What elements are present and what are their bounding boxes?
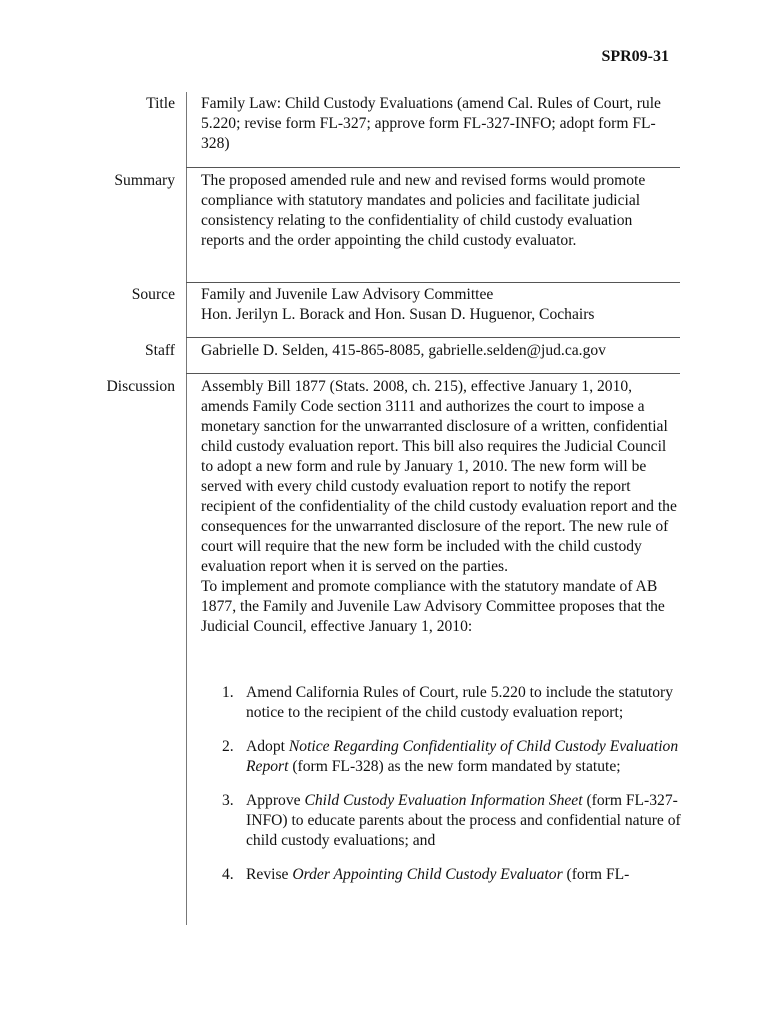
discussion-body — [201, 377, 679, 637]
list-item-number: 4. — [222, 866, 234, 883]
staff-text: Gabrielle D. Selden, 415-865-8085, gabrielle.selden@jud.ca.gov — [201, 342, 606, 359]
row-divider — [186, 282, 680, 283]
document-id: SPR09-31 — [601, 48, 669, 65]
title-text: Family Law: Child Custody Evaluations (amend Cal. Rules of Court, rule 5.220; revise form FL-327; approve form FL-327-INFO; adopt form FL-328) — [201, 95, 661, 152]
list-item-text: (form FL- — [562, 866, 630, 883]
list-item — [222, 683, 682, 723]
form-title: Notice Regarding Confidentiality of Child Custody Evaluation Report — [246, 738, 679, 775]
proposal-list — [222, 683, 682, 899]
list-item-text: Adopt — [246, 738, 289, 755]
list-item-number: 2. — [222, 738, 234, 755]
list-item — [222, 865, 682, 885]
discussion-paragraph: To implement and promote compliance with the statutory mandate of AB 1877, the Family and Juvenile Law Advisory Committee proposes that the Judicial Council, effective January 1, 2010: — [201, 578, 665, 635]
form-title: Child Custody Evaluation Information Sheet — [304, 792, 583, 809]
list-item-text: Amend California Rules of Court, rule 5.220 to include the statutory notice to the recipient of the child custody evaluation report; — [246, 684, 674, 721]
summary-text: The proposed amended rule and new and revised forms would promote compliance with statutory mandates and policies and facilitate judicial consistency relating to the confidentiality of child custody evaluation reports and the order appointing the child custody evaluator. — [201, 172, 646, 249]
discussion-label: Discussion — [106, 378, 175, 395]
title-label: Title — [146, 95, 175, 112]
list-item — [222, 737, 682, 777]
list-item-text: Revise — [246, 866, 293, 883]
row-divider — [186, 337, 680, 338]
list-item-text: Approve — [246, 792, 305, 809]
list-item-number: 1. — [222, 684, 234, 701]
list-item-text: (form FL-327-INFO) to educate parents about the process and confidential nature of child custody evaluations; and — [246, 792, 681, 849]
form-title: Order Appointing Child Custody Evaluator — [292, 866, 563, 883]
list-item-text: (form FL-328) as the new form mandated by statute; — [288, 758, 621, 775]
summary-label: Summary — [114, 172, 175, 189]
list-item — [222, 791, 682, 851]
list-item-number: 3. — [222, 792, 234, 809]
discussion-paragraph: Assembly Bill 1877 (Stats. 2008, ch. 215), effective January 1, 2010, amends Family Code section 3111 and authorizes the court to impose a monetary sanction for the unwarranted disclosure of a written, confidential child custody evaluation report. This bill also requires the Judicial Council to adopt a new form and rule by January 1, 2010. The new form will be served with every child custody evaluation report to notify the report recipient of the confidentiality of the child custody evaluation report and the consequences for the unwarranted disclosure of the report. The new rule of court will require that the new form be included with the child custody evaluation report when it is served on the parties. — [201, 378, 677, 575]
staff-label: Staff — [144, 342, 175, 359]
column-divider — [186, 92, 187, 925]
source-committee: Family and Juvenile Law Advisory Committee — [201, 286, 494, 303]
source-label: Source — [131, 286, 175, 303]
source-cochairs: Hon. Jerilyn L. Borack and Hon. Susan D. Huguenor, Cochairs — [201, 306, 595, 323]
row-divider — [186, 167, 680, 168]
source-text — [201, 285, 679, 325]
row-divider — [186, 373, 680, 374]
